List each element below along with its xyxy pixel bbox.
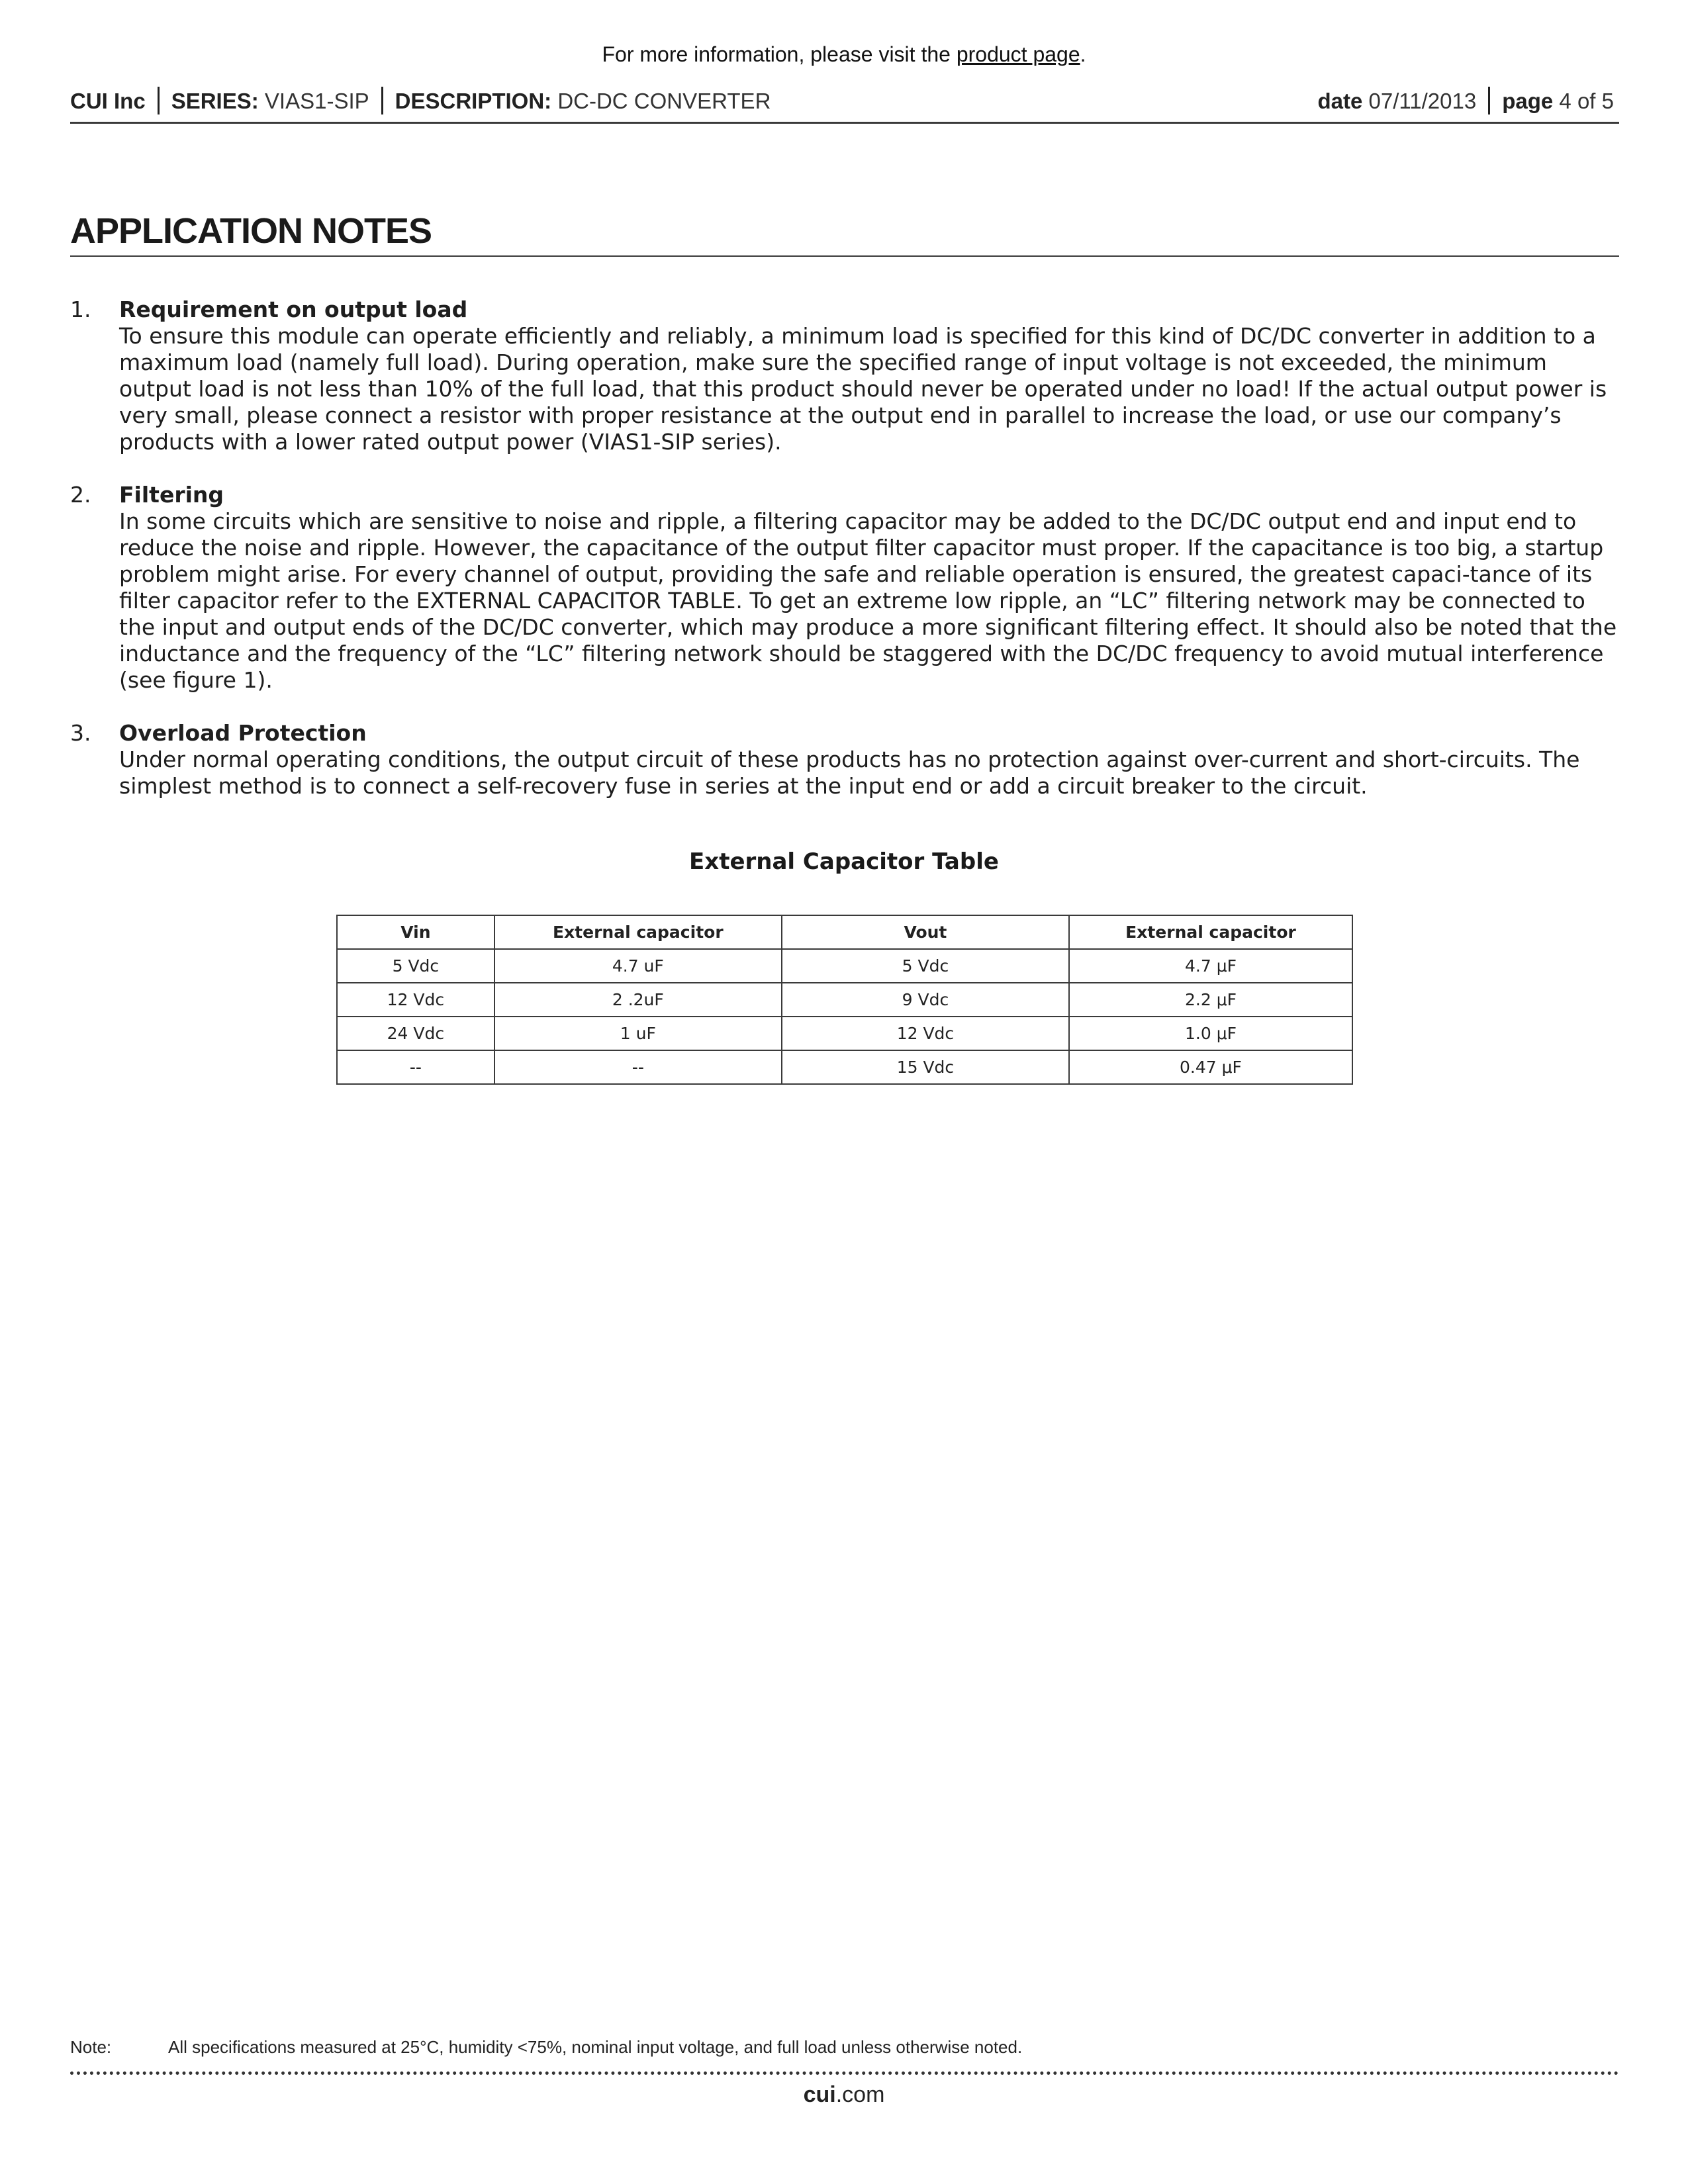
table-cell: 0.47 μF [1069, 1050, 1352, 1084]
note-body: Under normal operating conditions, the output circuit of these products has no protection against over-current and short-circuits. The simplest method is to connect a self-recovery fuse in series at the input end or add a circuit breaker to the circuit. [119, 747, 1580, 799]
header-divider [158, 87, 160, 114]
note-title: Filtering [119, 482, 224, 508]
external-capacitor-table [336, 915, 1353, 1085]
description-value: DC-DC CONVERTER [557, 89, 771, 113]
note-number: 1. [70, 296, 91, 322]
table-cell: 24 Vdc [337, 1017, 494, 1050]
table-row [337, 983, 1352, 1017]
company-name: CUI Inc [70, 89, 146, 113]
table-cell: 1.0 μF [1069, 1017, 1352, 1050]
note-title: Requirement on output load [119, 296, 468, 322]
note-title: Overload Protection [119, 720, 367, 746]
table-row [337, 949, 1352, 983]
note-body: In some circuits which are sensitive to noise and ripple, a filtering capacitor may be added to the DC/DC output end and input end to reduce the noise and ripple. However, the capacitance of the output filter capacitor must proper. If the capacitance is too big, a startup problem might arise. For every channel of output, providing the safe and reliable operation is ensured, the greatest capaci-tance of its filter capacitor refer to the EXTERNAL CAPACITOR TABLE. To get an extreme low ripple, an “LC” filtering network may be connected to the input and output ends of the DC/DC converter, which may produce a more significant filtering effect. It should also be noted that the inductance and the frequency of the “LC” filtering network should be staggered with the DC/DC frequency to avoid mutual interference (see figure 1). [119, 508, 1617, 693]
table-row [337, 1050, 1352, 1084]
table-cell: 15 Vdc [782, 1050, 1069, 1084]
table-cell: -- [337, 1050, 494, 1084]
website-link[interactable] [0, 2082, 1688, 2108]
header-cell: Vin [337, 915, 494, 949]
table-cell: 4.7 μF [1069, 949, 1352, 983]
note-item [70, 720, 1619, 799]
header-cell: Vout [782, 915, 1069, 949]
table-cell: 2 .2uF [494, 983, 782, 1017]
table-cell: 4.7 uF [494, 949, 782, 983]
site-name: cui [803, 2082, 836, 2107]
dotted-divider [70, 2071, 1619, 2075]
header-right [1317, 89, 1614, 116]
site-domain: .com [835, 2082, 885, 2107]
table-row [337, 1017, 1352, 1050]
date-value: 07/11/2013 [1368, 89, 1477, 113]
table-cell: 2.2 μF [1069, 983, 1352, 1017]
table-cell: 1 uF [494, 1017, 782, 1050]
table-title: External Capacitor Table [689, 848, 999, 875]
note-body: To ensure this module can operate efficiently and reliably, a minimum load is specified for this kind of DC/DC converter in addition to a maximum load (namely full load). During operation, make sure the specified range of input voltage is not exceeded, the minimum output load is not less than 10% of the full load, that this product should never be operated under no load! If the actual output power is very small, please connect a resistor with proper resistance at the output end in parallel to increase the load, or use our company’s products with a lower rated output power (VIAS1-SIP series). [119, 323, 1607, 455]
header-left [70, 89, 771, 116]
info-banner [0, 42, 1688, 67]
note-text: All specifications measured at 25°C, humidity <75%, nominal input voltage, and full load unless otherwise noted. [168, 2037, 1023, 2057]
note-item [70, 482, 1619, 694]
info-suffix: . [1080, 42, 1086, 66]
note-number: 2. [70, 482, 91, 508]
header-divider [381, 87, 383, 114]
page-label: page [1502, 89, 1554, 113]
page-value: 4 of 5 [1559, 89, 1614, 113]
product-page-link[interactable]: product page [956, 42, 1080, 66]
table-cell: 12 Vdc [337, 983, 494, 1017]
header-cell: External capacitor [1069, 915, 1352, 949]
table-cell: 5 Vdc [337, 949, 494, 983]
description-label: DESCRIPTION: [395, 89, 552, 113]
series-value: VIAS1-SIP [264, 89, 369, 113]
info-text: For more information, please visit the [602, 42, 951, 66]
series-label: SERIES: [171, 89, 259, 113]
application-notes [70, 296, 1619, 799]
section-title: APPLICATION NOTES [70, 210, 1619, 257]
table-header-row [337, 915, 1352, 949]
date-label: date [1317, 89, 1363, 113]
table-cell: 9 Vdc [782, 983, 1069, 1017]
table-cell: 12 Vdc [782, 1017, 1069, 1050]
header-cell: External capacitor [494, 915, 782, 949]
header-divider [1488, 87, 1490, 114]
table-cell: 5 Vdc [782, 949, 1069, 983]
note-item [70, 296, 1619, 455]
note-label: Note: [70, 2037, 112, 2057]
document-header [70, 86, 1619, 124]
note-number: 3. [70, 720, 91, 746]
table-cell: -- [494, 1050, 782, 1084]
